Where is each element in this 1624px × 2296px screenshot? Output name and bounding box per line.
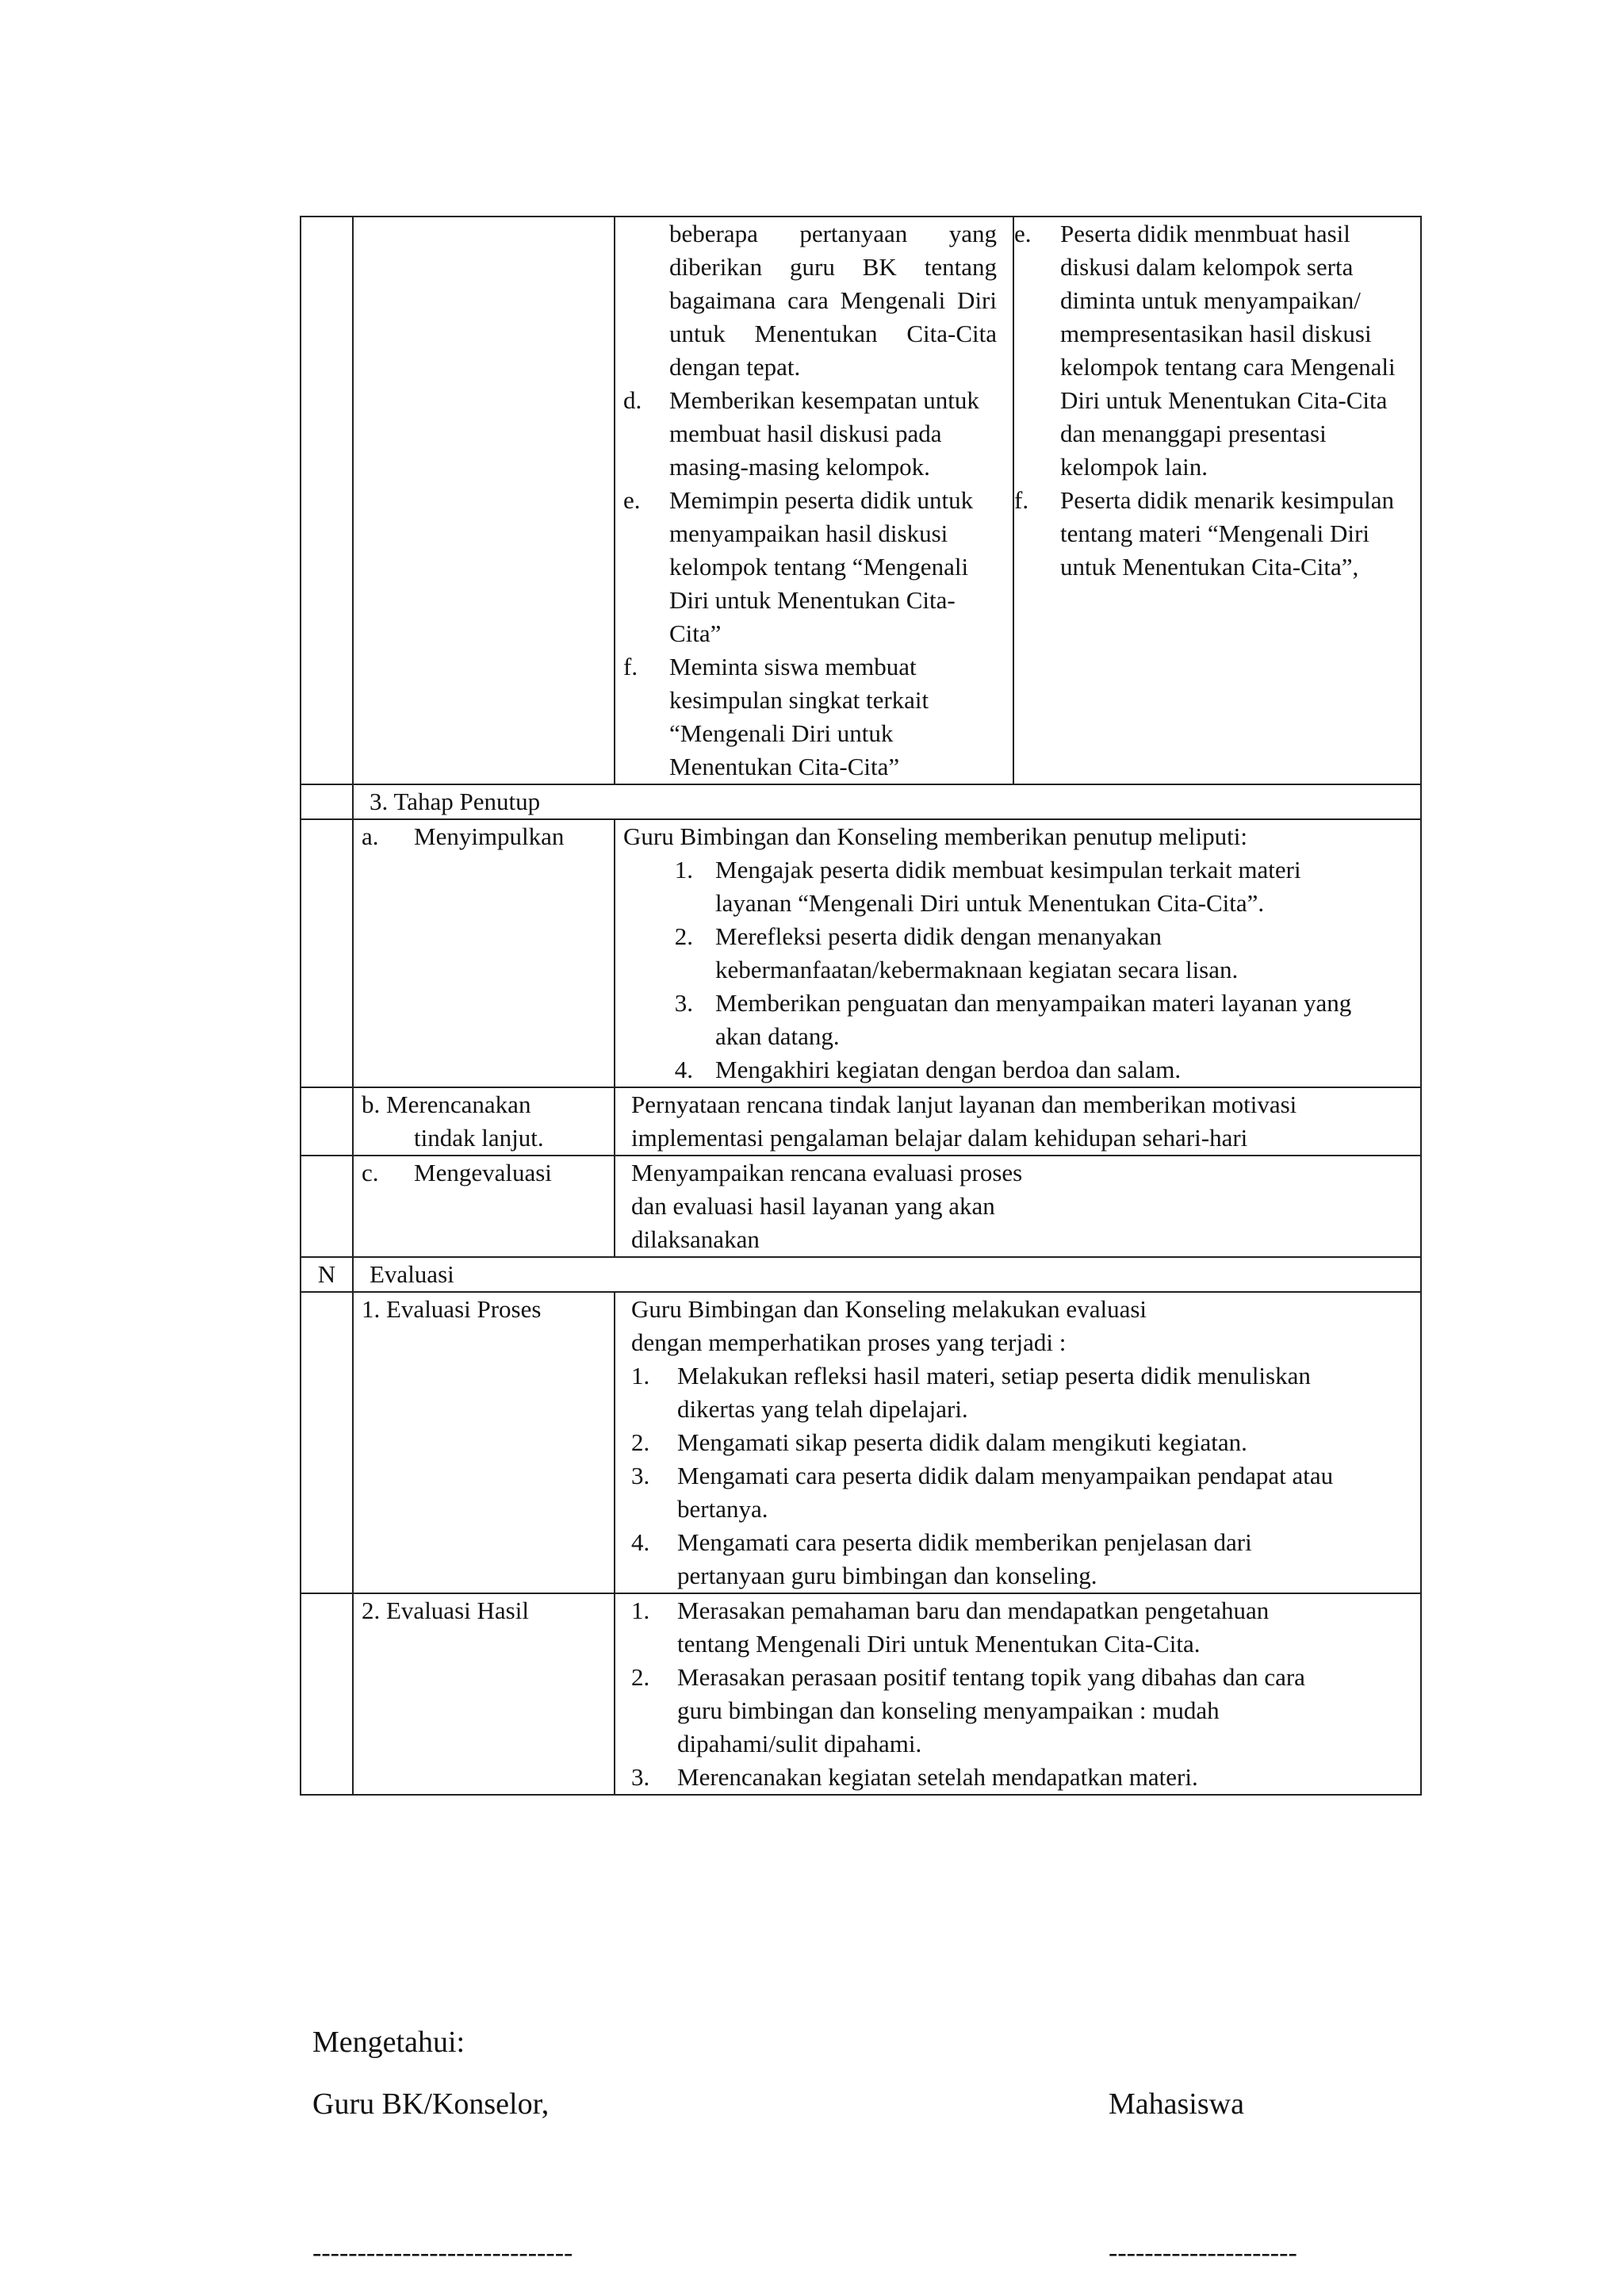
evaluasi-proses-intro: Guru Bimbingan dan Konseling melakukan evaluasi dengan memperhatikan proses yang terjadi :: [631, 1295, 1147, 1356]
evaluasi-number: N: [317, 1260, 336, 1288]
list-marker: f.: [623, 653, 638, 680]
list-item: [623, 217, 1013, 384]
evaluasi-hasil-label: 2. Evaluasi Hasil: [362, 1596, 529, 1624]
list-text: Memimpin peserta didik untuk menyampaikan hasil diskusi kelompok tentang “Mengenali Diri untuk Menentukan Cita-Cita”: [669, 486, 974, 647]
list-item: [631, 1661, 1317, 1761]
list-text: Mengamati sikap peserta didik dalam mengikuti kegiatan.: [677, 1428, 1247, 1456]
list-text: Peserta didik menmbuat hasil diskusi dalam kelompok serta diminta untuk menyampaikan/ mempresentasikan hasil diskusi kelompok tentang cara Mengenali Diri untuk Menentukan Cita-Cita dan menanggapi presentasi kelompok lain.: [1060, 220, 1396, 481]
list-text: Merencanakan kegiatan setelah mendapatkan materi.: [677, 1763, 1198, 1791]
evaluasi-proses-row: [301, 1292, 1421, 1593]
list-item: [1014, 217, 1420, 484]
guru-signatory: Guru BK/Konselor,: [312, 2087, 550, 2121]
merencanakan-text: Pernyataan rencana tindak lanjut layanan dan memberikan motivasi implementasi pengalaman belajar dalam kehidupan sehari-hari: [631, 1091, 1297, 1152]
list-item: [649, 920, 1357, 987]
list-marker: 3.: [631, 1763, 650, 1791]
list-item: [631, 1526, 1341, 1593]
list-text: Peserta didik menarik kesimpulan tentang materi “Mengenali Diri untuk Menentukan Cita-Cita”,: [1060, 486, 1394, 581]
guru-activity-cell: [615, 217, 1013, 784]
merencanakan-row: [301, 1087, 1421, 1156]
list-marker: 1.: [631, 1362, 650, 1389]
mengetahui-label: Mengetahui:: [312, 2026, 465, 2059]
list-marker: e.: [623, 486, 641, 514]
menyimpulkan-list: [615, 853, 1420, 1087]
mahasiswa-signatory: Mahasiswa: [1109, 2087, 1244, 2121]
menyimpulkan-intro: Guru Bimbingan dan Konseling memberikan penutup meliputi:: [623, 822, 1247, 850]
list-item: [623, 650, 1013, 784]
list-text: Mengamati cara peserta didik dalam menyampaikan pendapat atau bertanya.: [677, 1462, 1334, 1523]
mengevaluasi-row: [301, 1156, 1421, 1257]
mahasiswa-signature-line: ---------------------: [1109, 2238, 1297, 2267]
list-marker: e.: [1014, 220, 1032, 247]
siswa-activity-cell: [1013, 217, 1421, 784]
menyimpulkan-row: [301, 819, 1421, 1087]
list-text: Memberikan kesempatan untuk membuat hasil diskusi pada masing-masing kelompok.: [669, 386, 979, 481]
list-item: [1014, 484, 1420, 584]
list-text: Memberikan penguatan dan menyampaikan materi layanan yang akan datang.: [715, 989, 1352, 1050]
lesson-plan-table: [300, 216, 1422, 1796]
list-marker: 3.: [631, 1462, 650, 1489]
list-text: Mengakhiri kegiatan dengan berdoa dan salam.: [715, 1056, 1182, 1083]
list-marker: 4.: [631, 1528, 650, 1556]
list-item: [649, 1053, 1357, 1087]
list-marker: [623, 217, 669, 384]
list-item: [623, 384, 1013, 484]
evaluasi-header-row: [301, 1257, 1421, 1292]
list-item: [649, 987, 1357, 1053]
evaluasi-title: Evaluasi: [370, 1260, 454, 1288]
evaluasi-hasil-list: [615, 1594, 1420, 1794]
list-text: beberapa pertanyaan yang diberikan guru BK tentang bagaimana cara Mengenali Diri untuk Menentukan Cita-Cita dengan tepat.: [669, 220, 997, 381]
guru-activity-list: [615, 217, 1013, 784]
merencanakan-label: b. Merencanakan tindak lanjut.: [362, 1091, 544, 1152]
mengevaluasi-text: Menyampaikan rencana evaluasi proses dan evaluasi hasil layanan yang akan dilaksanakan: [631, 1159, 1023, 1253]
evaluasi-proses-list: [615, 1359, 1420, 1593]
list-marker: 3.: [674, 989, 693, 1017]
list-item: [631, 1594, 1317, 1661]
list-text: Merasakan pemahaman baru dan mendapatkan pengetahuan tentang Mengenali Diri untuk Menentukan Cita-Cita.: [677, 1596, 1270, 1658]
guru-signature-line: -----------------------------: [312, 2238, 573, 2267]
evaluasi-hasil-row: [301, 1593, 1421, 1795]
row-label-cell: [353, 217, 615, 784]
list-marker: 1.: [674, 856, 693, 884]
list-item: [631, 1359, 1341, 1426]
list-text: Meminta siswa membuat kesimpulan singkat terkait “Mengenali Diri untuk Menentukan Cita-Cita”: [669, 653, 929, 780]
list-item: [631, 1459, 1341, 1526]
list-text: Merefleksi peserta didik dengan menanyakan kebermanfaatan/kebermaknaan kegiatan secara lisan.: [715, 922, 1239, 983]
mengevaluasi-label: c. Mengevaluasi: [362, 1159, 552, 1186]
list-text: Mengajak peserta didik membuat kesimpulan terkait materi layanan “Mengenali Diri untuk Menentukan Cita-Cita”.: [715, 856, 1301, 917]
menyimpulkan-label: a. Menyimpulkan: [362, 822, 565, 850]
penutup-header-row: [301, 784, 1421, 819]
continued-activity-row: [301, 217, 1421, 784]
list-item: [623, 484, 1013, 650]
list-marker: 2.: [674, 922, 693, 950]
list-marker: 4.: [674, 1056, 693, 1083]
list-item: [631, 1761, 1317, 1794]
list-item: [631, 1426, 1341, 1459]
list-marker: 2.: [631, 1663, 650, 1691]
list-item: [649, 853, 1357, 920]
list-marker: d.: [623, 386, 642, 414]
evaluasi-proses-label: 1. Evaluasi Proses: [362, 1295, 542, 1323]
penutup-title: 3. Tahap Penutup: [370, 788, 541, 815]
list-marker: 2.: [631, 1428, 650, 1456]
siswa-activity-list: [1014, 217, 1420, 584]
row-number-cell: [301, 217, 353, 784]
list-marker: 1.: [631, 1596, 650, 1624]
list-text: Melakukan refleksi hasil materi, setiap peserta didik menuliskan dikertas yang telah dipelajari.: [677, 1362, 1311, 1423]
list-marker: f.: [1014, 486, 1029, 514]
list-text: Mengamati cara peserta didik memberikan penjelasan dari pertanyaan guru bimbingan dan konseling.: [677, 1528, 1252, 1589]
list-text: Merasakan perasaan positif tentang topik yang dibahas dan cara guru bimbingan dan konseling menyampaikan : mudah dipahami/sulit dipahami.: [677, 1663, 1305, 1757]
